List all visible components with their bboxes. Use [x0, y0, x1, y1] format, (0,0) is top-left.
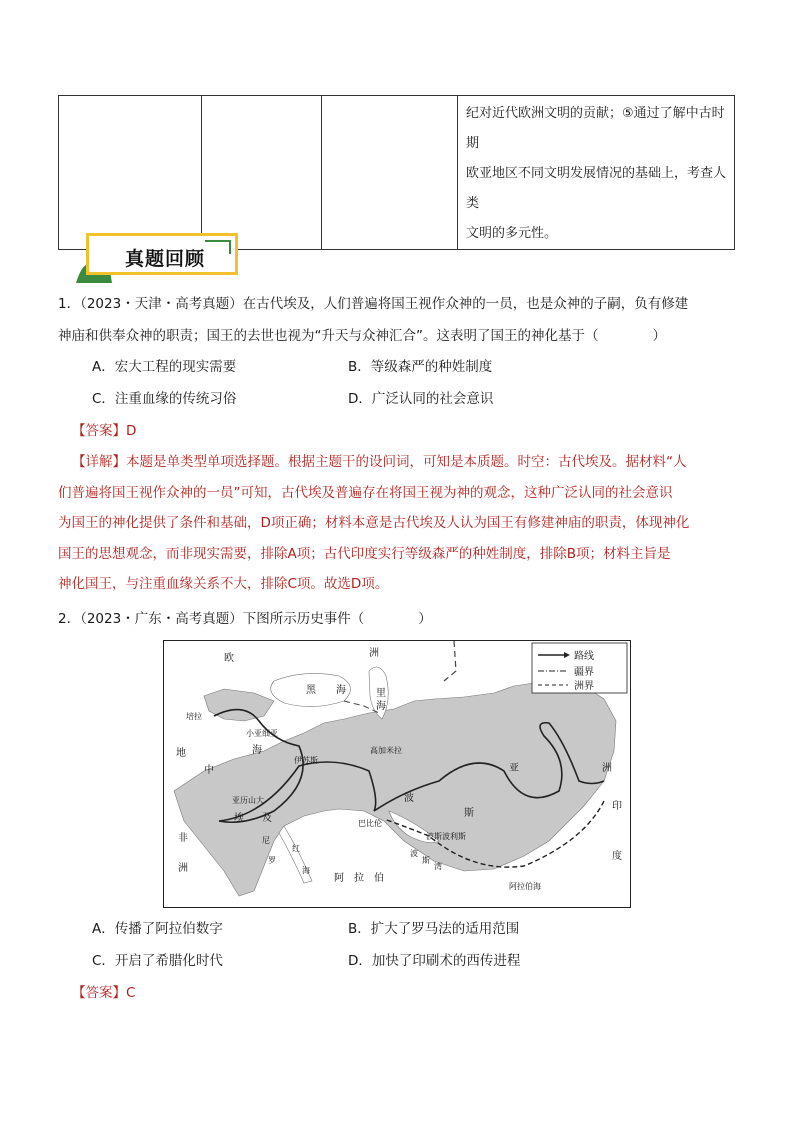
label-persia-1: 波	[404, 793, 414, 804]
detail-line: 国王的思想观念，而非现实需要，排除A项；古代印度实行等级森严的种姓制度，排除B项；材料主旨是	[58, 545, 671, 562]
label-asia-2: 洲	[602, 763, 612, 774]
label-persepolis: 波斯波利斯	[426, 832, 466, 841]
option-b[interactable]: B．等级森严的种姓制度	[348, 359, 493, 375]
legend-continent: 洲界	[574, 681, 594, 692]
option-a[interactable]: A．传播了阿拉伯数字	[92, 921, 223, 937]
question-2-answer: 【答案】C	[72, 985, 136, 1001]
label-asia-1: 亚	[509, 763, 519, 774]
continent-border	[444, 641, 456, 681]
table-cell-line: 文明的多元性。	[466, 226, 558, 241]
legend-route: 路线	[574, 651, 594, 662]
label-gulf-2: 斯	[422, 856, 430, 865]
question-2-options-row-1	[92, 913, 732, 945]
question-1-stem	[58, 288, 738, 352]
option-d[interactable]: D．广泛认同的社会意识	[348, 391, 494, 407]
label-caspian: 里	[376, 688, 386, 699]
label-black-sea-2: 海	[336, 685, 346, 696]
curriculum-table	[58, 95, 734, 241]
detail-line: 为国王的神化提供了条件和基础，D项正确；材料本意是古代埃及人认为国王有修建神庙的职责，体现神化	[58, 515, 690, 531]
detail-line: 【详解】本题是单类型单项选择题。根据主题干的设问词，可知是本质题。时空：古代埃及。据材料“人	[72, 454, 687, 470]
label-babylon: 巴比伦	[358, 819, 382, 828]
label-arabian-sea: 阿拉伯海	[509, 882, 541, 891]
label-alexandria: 亚历山大	[232, 796, 264, 805]
label-asia-minor: 小亚细亚	[246, 729, 278, 738]
map-legend	[532, 643, 627, 693]
label-egypt-2: 及	[262, 813, 272, 824]
label-arabia: 阿 拉 伯	[334, 873, 384, 884]
label-africa-1: 非	[178, 833, 188, 844]
table-cell-empty-2	[202, 96, 322, 250]
question-2-stem	[58, 603, 738, 635]
question-1-options-row-1	[92, 351, 732, 383]
question-1-options-row-2	[92, 383, 732, 415]
option-c[interactable]: C．开启了希腊化时代	[92, 953, 223, 969]
detail-line: 们普遍将国王视作众神的一员”可知，古代埃及普遍存在将国王视为神的观念，这种广泛认同的社会意识	[58, 484, 673, 501]
label-gulf-3: 湾	[434, 862, 442, 871]
question-1-answer: 【答案】D	[72, 423, 137, 439]
table-cell-empty-3	[322, 96, 458, 250]
table-cell-line: 纪对近代欧洲文明的贡献；⑤通过了解中古时期	[466, 106, 725, 151]
label-caspian-2: 海	[376, 701, 386, 712]
corner-accent	[229, 240, 231, 254]
label-gulf-1: 波	[410, 849, 418, 858]
table-cell-text	[458, 96, 735, 250]
label-di: 地	[176, 748, 186, 759]
table-cell-empty-1	[59, 96, 202, 250]
label-nile-2: 罗	[268, 856, 276, 865]
option-c[interactable]: C．注重血缘的传统习俗	[92, 391, 237, 407]
label-issus: 伊苏斯	[294, 756, 318, 765]
option-a[interactable]: A．宏大工程的现实需要	[92, 359, 237, 375]
label-egypt-1: 埃	[234, 813, 244, 824]
label-nile-1: 尼	[262, 836, 270, 845]
label-india-1: 印	[612, 801, 622, 812]
option-d[interactable]: D．加快了印刷术的西传进程	[348, 953, 521, 969]
detail-line: 神化国王，与注重血缘关系不大，排除C项。故选D项。	[58, 576, 389, 592]
label-europe-2: 洲	[369, 648, 379, 659]
section-title: 真题回顾	[125, 248, 206, 270]
legend-border: 疆界	[574, 667, 594, 678]
question-1-detail	[58, 447, 738, 600]
label-red-sea-2: 海	[302, 866, 310, 875]
label-red-sea-1: 红	[292, 844, 300, 853]
section-title-box	[86, 233, 238, 275]
label-black-sea: 黑	[306, 685, 316, 696]
label-pella: 培拉	[186, 712, 202, 721]
table-cell-line: 欧亚地区不同文明发展情况的基础上，考查人类	[466, 166, 727, 211]
label-zhong: 中	[204, 765, 214, 776]
label-africa-2: 洲	[178, 863, 188, 874]
corner-accent-top	[205, 240, 231, 242]
question-1-line: 神庙和供奉众神的职责；国王的去世也视为“升天与众神汇合”。这表明了国王的神化基于（ ）	[58, 328, 666, 344]
label-hai: 海	[252, 745, 262, 756]
label-persia-2: 斯	[464, 808, 474, 819]
label-europe-1: 欧	[224, 653, 234, 664]
section-header	[76, 229, 246, 285]
question-2-line: 2．（2023・广东・高考真题）下图所示历史事件（ ）	[58, 611, 432, 627]
label-india-2: 度	[612, 851, 622, 862]
alexander-campaign-map	[163, 640, 631, 908]
label-gaugamela: 高加米拉	[370, 746, 402, 755]
option-b[interactable]: B．扩大了罗马法的适用范围	[348, 921, 520, 937]
question-2-options-row-2	[92, 945, 732, 977]
question-1-line: 1．（2023・天津・高考真题）在古代埃及，人们普遍将国王视作众神的一员，也是众神的子嗣，负有修建	[58, 296, 689, 312]
